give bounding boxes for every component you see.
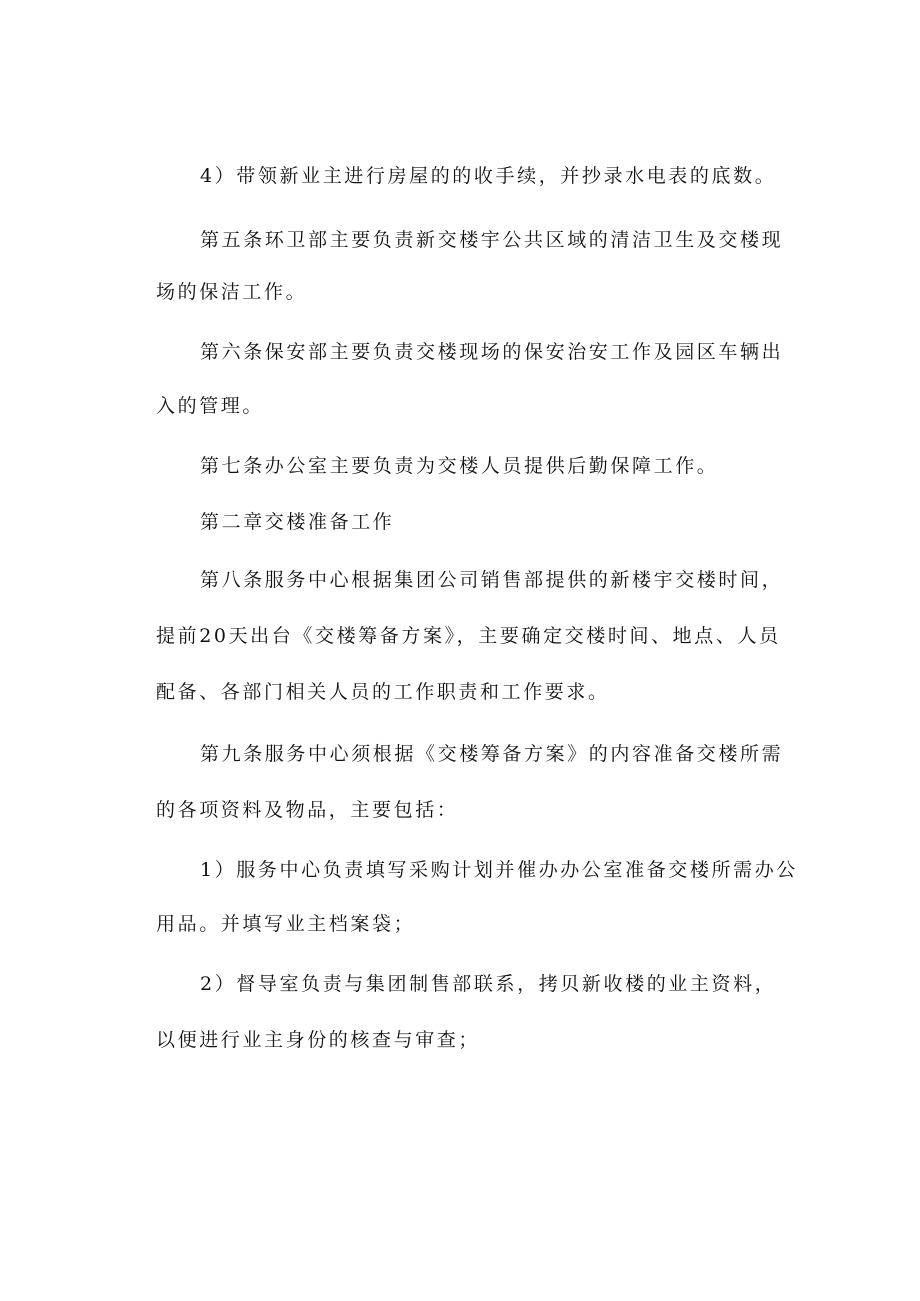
list-item-1-line-2: 用品。并填写业主档案袋； <box>156 913 416 935</box>
article-6-line-1: 第六条保安部主要负责交楼现场的保安治安工作及园区车辆出 <box>200 341 784 363</box>
article-8-line-2: 提前20天出台《交楼筹备方案》，主要确定交楼时间、地点、人员 <box>156 625 781 647</box>
list-item-4-text: 4）带领新业主进行房屋的的收手续，并抄录水电表的底数。 <box>200 165 777 187</box>
article-8-line-1: 第八条服务中心根据集团公司销售部提供的新楼宇交楼时间， <box>200 569 784 591</box>
list-item-2-line-2: 以便进行业主身份的核查与审查； <box>156 1029 481 1051</box>
chapter-2-heading: 第二章交楼准备工作 <box>200 511 395 533</box>
article-9-line-2: 的各项资料及物品，主要包括： <box>156 799 459 821</box>
article-7-text: 第七条办公室主要负责为交楼人员提供后勤保障工作。 <box>200 455 719 477</box>
article-8-line-3: 配备、各部门相关人员的工作职责和工作要求。 <box>156 681 610 703</box>
list-item-2-line-1: 2）督导室负责与集团制售部联系，拷贝新收楼的业主资料， <box>200 973 777 995</box>
article-5-line-2: 场的保洁工作。 <box>156 281 308 303</box>
list-item-1-line-1: 1）服务中心负责填写采购计划并催办办公室准备交楼所需办公 <box>200 859 798 881</box>
article-6-line-2: 入的管理。 <box>156 395 265 417</box>
article-5-line-1: 第五条环卫部主要负责新交楼宇公共区域的清洁卫生及交楼现 <box>200 229 784 251</box>
article-9-line-1: 第九条服务中心须根据《交楼筹备方案》的内容准备交楼所需 <box>200 743 784 765</box>
